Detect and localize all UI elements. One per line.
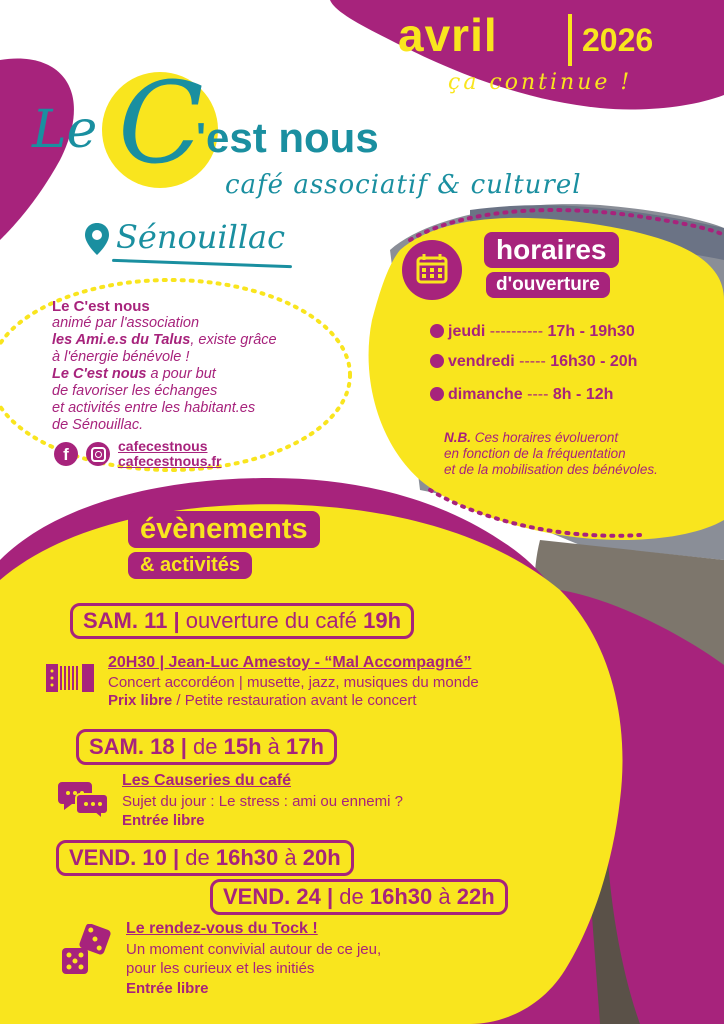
event-a: à [284,845,297,870]
about-line7: de Sénouillac. [52,417,144,433]
event-from: 16h30 [369,884,433,909]
event-bar: | [172,845,180,870]
event-bar: | [173,608,180,633]
event-line [122,812,205,829]
event-line [108,692,417,709]
event-date-pill [210,879,508,915]
schedule-row [430,353,637,371]
location-town: Sénouillac [116,218,286,256]
header-divider [568,14,572,66]
note-line3: et de la mobilisation des bénévoles. [444,462,658,477]
month-label: avril [398,9,498,61]
event-date: VEND. 24 [223,884,321,909]
about-block [52,298,277,434]
event-bar: | [326,884,334,909]
note-line1: Ces horaires évolueront [474,430,619,445]
schedule-dashes: ---- [527,386,549,403]
facebook-icon[interactable]: f [54,442,78,466]
about-title: Le C'est nous [52,298,150,315]
schedule-from: 17h [547,323,576,340]
event-line [126,980,209,997]
event-from: 15h [223,734,262,759]
bullet [430,354,444,368]
facebook-link[interactable]: cafecestnous [118,438,208,454]
about-line2 [52,332,277,349]
speech-bubbles-icon [58,778,110,825]
bullet [430,387,444,401]
about-line5: de favoriser les échanges [52,383,218,399]
event-line: Concert accordéon | musette, jazz, musiques du monde [108,674,479,691]
event-line-rest: / Petite restauration avant le concert [172,692,417,709]
event-de: de [339,884,364,909]
event-date-pill [76,729,337,765]
logo-c: C [118,59,204,189]
event-date: VEND. 10 [69,845,167,870]
about-line4-rest: a pour but [146,366,216,382]
event-a: à [438,884,451,909]
event-time: 19h [363,608,402,633]
accordion-icon [44,660,96,701]
events-title: évènements [128,511,320,548]
event-price: Prix libre [108,692,173,709]
event-title: Les Causeries du café [122,772,291,789]
schedule-dashes: ---------- [489,323,544,340]
event-entry: Entrée libre [126,980,209,997]
year-label: 2026 [582,22,654,58]
event-from: 16h30 [215,845,279,870]
event-de: de [185,845,210,870]
schedule-to: 20h [609,353,638,370]
event-desc: ouverture du café [185,608,358,633]
schedule-to: 12h [585,386,614,403]
event-date-pill [70,603,414,639]
logo-name: 'est nous [196,114,379,161]
schedule-day: dimanche [448,386,523,403]
schedule-day: vendredi [448,353,515,370]
instagram-icon[interactable] [86,442,110,466]
note-line2: en fonction de la fréquentation [444,446,626,461]
schedule-row [430,323,635,341]
hours-title: horaires [484,232,619,268]
event-title: 20H30 | Jean-Luc Amestoy - “Mal Accompagné” [108,654,472,671]
event-line: pour les curieux et les initiés [126,960,315,977]
event-bar: | [180,734,187,759]
about-line2-rest: , existe grâce [190,332,277,348]
event-date: SAM. 11 [83,608,168,633]
schedule-from: 16h30 [550,353,596,370]
event-to: 17h [286,734,324,759]
event-date: SAM. 18 [89,734,175,759]
hours-note [444,430,658,478]
event-to: 22h [456,884,495,909]
event-line: Sujet du jour : Le stress : ami ou ennemi ? [122,793,403,810]
dice-icon [58,924,114,983]
event-line: Un moment convivial autour de ce jeu, [126,941,382,958]
event-title: Le rendez-vous du Tock ! [126,920,318,937]
schedule-from: 8h [552,386,572,403]
note-label: N.B. [444,430,471,445]
about-association: les Ami.e.s du Talus [52,332,191,348]
event-a: à [267,734,280,759]
event-de: de [193,734,218,759]
event-date-pill [56,840,354,876]
schedule-to: 19h30 [589,323,635,340]
event-entry: Entrée libre [122,812,205,829]
hours-subtitle: d'ouverture [486,272,610,298]
about-line3: à l'énergie bénévole ! [52,349,190,365]
logo-subtitle: café associatif & culturel [225,170,582,200]
schedule-sep: - [579,323,585,340]
schedule-row [430,386,613,404]
calendar-icon [402,240,462,300]
schedule-sep: - [576,386,582,403]
about-line1: animé par l'association [52,315,200,331]
event-to: 20h [302,845,341,870]
about-line6: et activités entre les habitant.es [52,400,256,416]
tagline: ça continue ! [448,70,633,95]
schedule-sep: - [600,353,606,370]
about-name: Le C'est nous [52,366,147,382]
website-link[interactable]: cafecestnous.fr [118,453,222,469]
schedule-dashes: ----- [519,353,546,370]
events-subtitle: & activités [128,552,252,579]
location-pin-icon [84,222,110,261]
schedule-day: jeudi [448,323,486,340]
about-line4 [52,366,277,383]
bullet [430,324,444,338]
logo-le: Le [32,100,98,160]
